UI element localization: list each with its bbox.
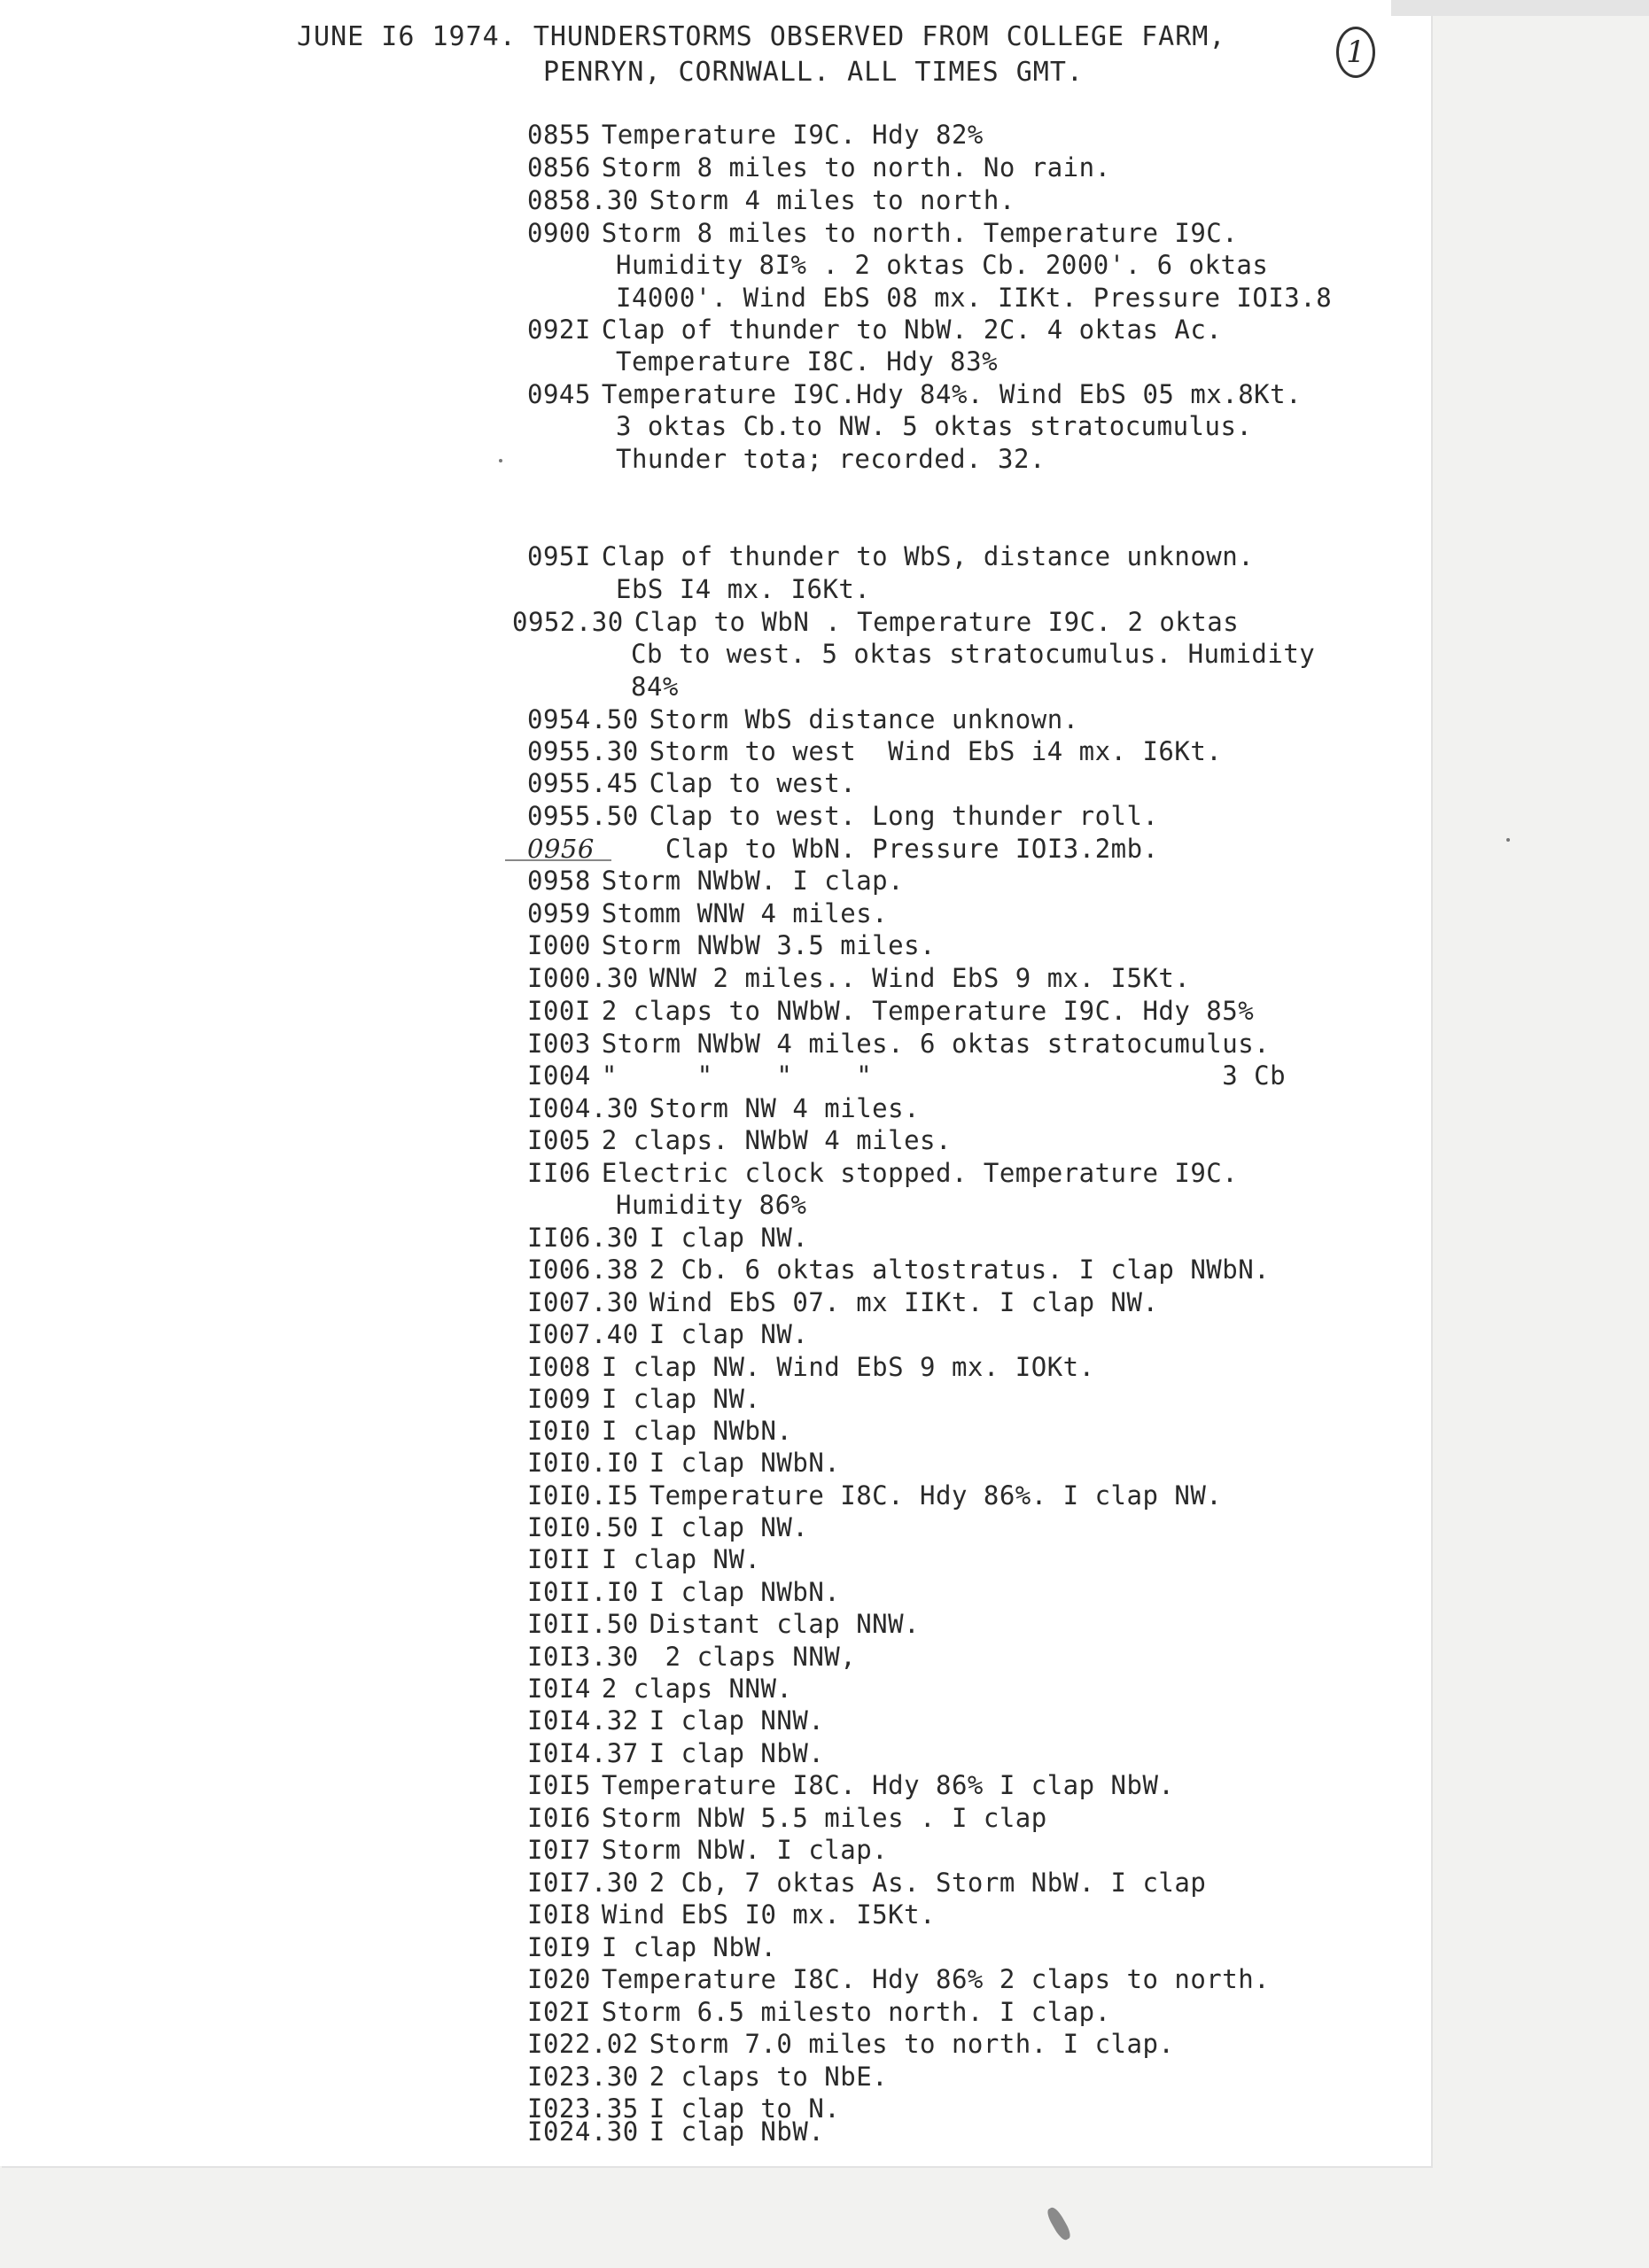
header-line-1: JUNE I6 1974. THUNDERSTORMS OBSERVED FROM COLLEGE FARM, [297,21,1226,52]
log-entry [527,1705,824,1736]
log-entry [527,929,936,961]
entry-text: 2 claps to NbE. [649,2062,889,2092]
entry-time: I004.30 [527,1093,639,1123]
log-entry [527,897,888,929]
entry-text: I clap NWbN. [649,1577,841,1607]
entry-time: I000 [527,930,591,960]
log-entry [527,1511,808,1543]
entry-text: 2 claps NNW. [601,1674,793,1704]
entry-text: Clap to west. [649,768,857,798]
entry-time: 0954.50 [527,704,639,734]
entry-time: I006.38 [527,1254,639,1285]
log-entry [527,865,904,897]
entry-text: I clap NW. Wind EbS 9 mx. IOKt. [601,1352,1095,1382]
entry-time: I003 [527,1029,591,1059]
entry-time: I005 [527,1125,591,1155]
entry-time: I0I4 [527,1674,591,1704]
entry-text: Clap to WbN. Pressure IOI3.2mb. [665,834,1159,864]
entry-text: Stomm WNW 4 miles. [601,898,889,928]
entry-text: 2 Cb. 6 oktas altostratus. I clap NWbN. [649,1254,1271,1285]
log-entry [616,573,870,605]
entry-text: Humidity 8I% . 2 oktas Cb. 2000'. 6 oktas [616,250,1269,280]
log-entry [527,995,1254,1027]
entry-time: 0955.45 [527,768,639,798]
entry-time: 095I [527,541,591,571]
entry-text: Humidity 86% [616,1190,807,1220]
entry-text: Storm NWbW 3.5 miles. [601,930,936,960]
log-entry [616,410,1252,442]
entry-time: I007.40 [527,1319,639,1349]
entry-time: I0I4.32 [527,1705,639,1736]
log-entry [527,1543,760,1575]
entry-text: Distant clap NNW. [649,1609,921,1639]
log-entry [616,249,1268,281]
entry-time: 0952.30 [512,607,624,637]
entry-time: I0I0.I0 [527,1448,639,1478]
entry-text: " " " " 3 Cb [601,1060,1287,1091]
handwritten-underline [505,859,611,861]
log-entry [527,1608,920,1640]
entry-time: I007.30 [527,1287,639,1317]
log-entry [527,1124,952,1156]
entry-text: Temperature I8C. Hdy 86% 2 claps to north. [601,1964,1271,1994]
page-number: 1 [1336,27,1375,78]
log-entry [527,1931,776,1963]
entry-time: I0I0.50 [527,1512,639,1542]
entry-time: 0856 [527,152,591,183]
entry-text: Clap to west. Long thunder roll. [649,801,1159,831]
entry-text: Storm 6.5 milesto north. I clap. [601,1997,1111,2027]
log-entry [527,1673,792,1705]
entry-time: I024.30 [527,2117,639,2147]
entry-time: I0I9 [527,1932,591,1962]
log-entry [527,800,1158,832]
entry-text: Storm NWbW 4 miles. 6 oktas stratocumulus. [601,1029,1271,1059]
log-entry [616,282,1332,314]
entry-text: Temperature I9C. Hdy 82% [601,120,984,150]
entry-text: I clap to N. [649,2093,841,2124]
log-entry [527,1447,840,1479]
log-entry [527,1028,1270,1060]
entry-time: I0I4.37 [527,1738,639,1768]
entry-text: I clap NbW. [649,2117,825,2147]
entry-text: Temperature I8C. Hdy 83% [616,346,999,377]
entry-text: Temperature I9C.Hdy 84%. Wind EbS 05 mx.8Kt. [601,379,1303,409]
entry-time: I004 [527,1060,591,1091]
log-entry [527,2028,1174,2060]
entry-time: I0II [527,1544,591,1574]
entry-text: Storm NWbW. I clap. [601,866,905,896]
entry-time: I0I5 [527,1770,591,1800]
log-entry [527,1286,1158,1318]
entry-text: 2 claps. NWbW 4 miles. [601,1125,952,1155]
entry-text: 84% [631,672,679,702]
entry-time: 0955.50 [527,801,639,831]
log-entry [527,2116,824,2148]
log-entry [527,184,1015,216]
entry-text: I clap NbW. [601,1932,777,1962]
entry-text: 3 oktas Cb.to NW. 5 oktas stratocumulus. [616,411,1253,441]
entry-time: 0945 [527,379,591,409]
entry-text: EbS I4 mx. I6Kt. [616,574,871,604]
entry-text: Storm WbS distance unknown. [649,704,1079,734]
log-entry [527,1899,936,1930]
log-entry [527,1641,856,1673]
log-entry [616,1189,807,1221]
log-entry [527,1222,808,1254]
log-entry [527,1769,1174,1801]
entry-text: Storm NW 4 miles. [649,1093,921,1123]
entry-time: 0958 [527,866,591,896]
entry-text: WNW 2 miles.. Wind EbS 9 mx. I5Kt. [649,963,1191,993]
log-entry [527,2061,888,2093]
entry-text: Storm NbW. I clap. [601,1835,889,1865]
entry-time: I00I [527,996,591,1026]
entry-text: I clap NW. [601,1384,761,1414]
entry-time: I0I0.I5 [527,1480,639,1511]
log-entry [527,1867,1206,1899]
entry-text: Storm 8 miles to north. Temperature I9C. [601,218,1239,248]
entry-time: I009 [527,1384,591,1414]
log-entry [527,378,1302,410]
entry-text: Wind EbS I0 mx. I5Kt. [601,1899,936,1930]
log-entry [527,833,1159,865]
entry-time: I020 [527,1964,591,1994]
entry-time: I02I [527,1997,591,2027]
scan-smudge [1045,2205,1073,2242]
entry-text: Storm NbW 5.5 miles . I clap [601,1803,1047,1833]
entry-time: 0855 [527,120,591,150]
log-entry [616,443,1046,475]
entry-text: 2 Cb, 7 oktas As. Storm NbW. I clap [649,1868,1207,1898]
entry-text: Clap to WbN . Temperature I9C. 2 oktas [634,607,1240,637]
log-entry [527,1351,1095,1383]
entry-time: I0I7.30 [527,1868,639,1898]
log-entry [527,119,984,151]
entry-text: Cb to west. 5 oktas stratocumulus. Humidity [631,639,1316,669]
entry-time: I0I0 [527,1416,591,1446]
log-entry [527,767,856,799]
entry-text: Wind EbS 07. mx IIKt. I clap NW. [649,1287,1159,1317]
log-entry [527,540,1254,572]
entry-text: Storm 4 miles to north. [649,185,1015,215]
log-entry [616,346,998,377]
log-entry [527,1383,760,1415]
entry-time: I008 [527,1352,591,1382]
log-entry [527,1318,808,1350]
entry-text: Storm 8 miles to north. No rain. [601,152,1111,183]
log-entry [527,735,1222,767]
entry-text: Storm to west Wind EbS i4 mx. I6Kt. [649,736,1223,766]
entry-time: I0I6 [527,1803,591,1833]
entry-time: 0858.30 [527,185,639,215]
entry-text: 2 claps to NWbW. Temperature I9C. Hdy 85% [601,996,1255,1026]
entry-time: 0956 [527,834,595,864]
entry-text: Thunder tota; recorded. 32. [616,444,1046,474]
entry-time: 0955.30 [527,736,639,766]
entry-time: I0I7 [527,1835,591,1865]
log-entry [631,671,679,703]
log-entry [527,151,1111,183]
log-entry [527,1157,1238,1189]
log-entry [527,1254,1270,1285]
entry-time: I0I8 [527,1899,591,1930]
log-entry [527,1060,1286,1091]
entry-time: I022.02 [527,2029,639,2059]
entry-text: Storm 7.0 miles to north. I clap. [649,2029,1175,2059]
entry-text: Temperature I8C. Hdy 86% I clap NbW. [601,1770,1175,1800]
log-entry [527,217,1238,249]
entry-text: Clap of thunder to NbW. 2C. 4 oktas Ac. [601,315,1223,345]
entry-text: Electric clock stopped. Temperature I9C. [601,1158,1239,1188]
entry-text: I clap NW. [649,1512,809,1542]
entry-text: I clap NWbN. [649,1448,841,1478]
entry-time: II06.30 [527,1223,639,1253]
log-entry [512,606,1239,638]
log-entry [527,1802,1047,1834]
entry-time: I000.30 [527,963,639,993]
entry-time: I023.30 [527,2062,639,2092]
entry-text: I4000'. Wind EbS 08 mx. IIKt. Pressure IOI3.8 [616,283,1333,313]
entry-text: I clap NbW. [649,1738,825,1768]
entry-time: 0900 [527,218,591,248]
entry-time: I0II.I0 [527,1577,639,1607]
log-entry [527,1963,1270,1995]
log-entry [527,1092,920,1124]
log-entry [631,638,1315,670]
entry-text: I clap NW. [601,1544,761,1574]
entry-text: I clap NW. [649,1223,809,1253]
entry-time: 092I [527,315,591,345]
scan-speck [499,459,502,462]
log-entry [527,1737,824,1769]
scan-speck [1506,838,1510,842]
entry-time: I0I3.30 [527,1642,639,1672]
log-entry [527,1415,792,1447]
entry-time: 0959 [527,898,591,928]
log-entry [527,1576,840,1608]
entry-time: I0II.50 [527,1609,639,1639]
log-entry [527,1480,1222,1511]
entry-text: 2 claps NNW, [649,1642,857,1672]
entry-text: I clap NNW. [649,1705,825,1736]
log-entry [527,1996,1111,2028]
entry-time: I023.35 [527,2093,639,2124]
header-line-2: PENRYN, CORNWALL. ALL TIMES GMT. [543,57,1084,88]
log-entry [527,703,1079,735]
entry-time: II06 [527,1158,591,1188]
entry-text: Clap of thunder to WbS, distance unknown. [601,541,1255,571]
entry-text: Temperature I8C. Hdy 86%. I clap NW. [649,1480,1223,1511]
entry-text: I clap NW. [649,1319,809,1349]
log-entry [527,1834,888,1866]
entry-text: I clap NWbN. [601,1416,793,1446]
log-entry [527,962,1190,994]
log-entry [527,314,1222,346]
